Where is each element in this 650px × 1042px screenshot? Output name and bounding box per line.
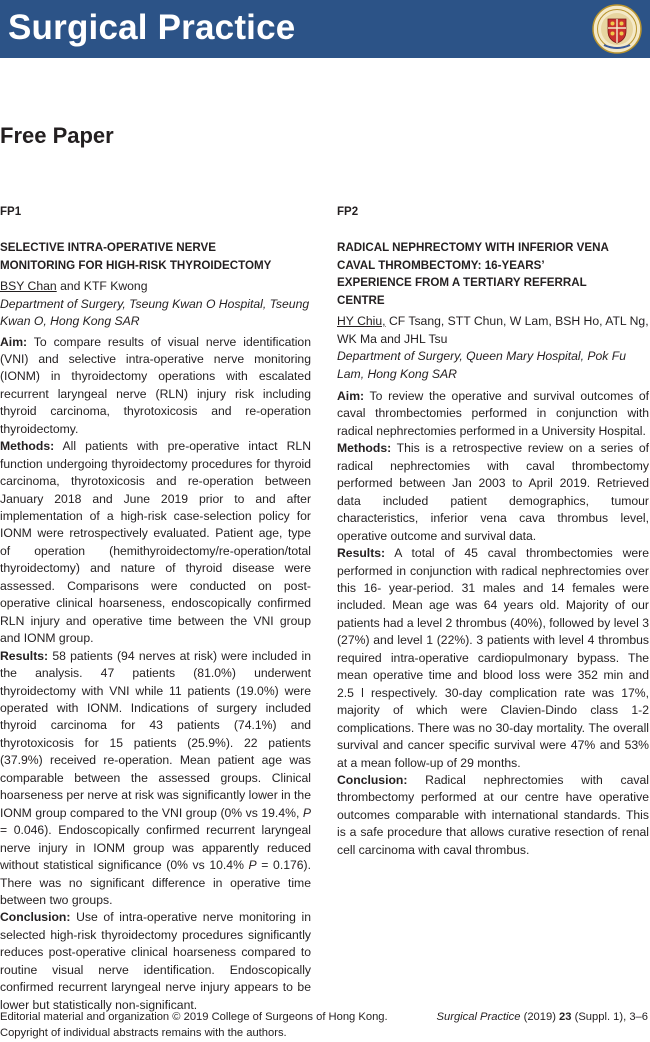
author-list (0, 278, 311, 296)
presenting-author: HY Chiu, (337, 314, 386, 328)
conclusion-paragraph: Conclusion: Radical nephrectomies with caval thrombectomy performed at our centre have operative outcomes comparable with international standards. This is a safe procedure that allows curative resection of renal cell carcinoma with caval thrombus. (337, 772, 649, 857)
abstract-fp1 (0, 205, 311, 1014)
section-title: Free Paper (0, 123, 114, 148)
copyright-line: Editorial material and organization © 2019 College of Surgeons of Hong Kong. (0, 1011, 388, 1023)
co-authors: CF Tsang, STT Chun, W Lam, BSH Ho, ATL Ng, WK Ma and JHL Tsu (337, 314, 649, 346)
college-seal-icon (592, 4, 642, 54)
methods-paragraph: Methods: All patients with pre-operative intact RLN function undergoing thyroidectomy procedures for thyroid carcinoma, thyrotoxicosis and re-operation between January 2018 and June 2019 prior to and after implementation of a high-risk case-selection policy for IONM were retrospectively evaluated. Patient age, type of operation (hemithyroidectomy/re-operation/total thyroidectomy) and nature of thyroid disease were assessed. Comparisons were conducted on post-operative clinical hoarseness, endoscopically confirmed RLN injury and operative time between the VNI group and IONM group. (0, 439, 311, 646)
page-footer (0, 1009, 650, 1042)
methods-paragraph: Methods: This is a retrospective review on a series of radical nephrectomies with caval thrombectomy performed between Jan 2003 to April 2019. Retrieved data included patient demographics, tumour characteristics, inferior vena cava thrombus level, operative outcome and survival data. (337, 441, 649, 543)
affiliation: Department of Surgery, Queen Mary Hospital, Pok Fu Lam, Hong Kong SAR (337, 349, 627, 381)
results-paragraph: Results: 58 patients (94 nerves at risk) were included in the analysis. 47 patients (81.0%) underwent thyroidectomy with VNI while 11 patients (19.0%) were operated with IONM. Indications of surgery included thyroid carcinoma for 43 patients (74.1%) and thyrotoxicosis for 15 patients (25.9%). 22 patients (37.9%) received re-operation. Mean patient age was comparable between the assessed groups. Clinical hoarseness per nerve at risk was significantly lower in the IONM group compared to the VNI group (0% vs 19.4%, P = 0.046). Endoscopically confirmed recurrent laryngeal nerve injury in IONM group was apparently reduced without statistical significance (0% vs 10.4% P = 0.176). There was no significant difference in operative time between two groups. (0, 648, 311, 907)
co-authors: and KTF Kwong (56, 279, 148, 293)
aim-paragraph: Aim: To review the operative and survival outcomes of caval thrombectomies performed in conjunction with radical nephrectomies performed in a University Hospital. (337, 389, 649, 438)
presenting-author: BSY Chan (0, 279, 57, 293)
copyright-line-2: Copyright of individual abstracts remains with the authors. (0, 1027, 287, 1039)
abstract-title: SELECTIVE INTRA-OPERATIVE NERVE MONITORING FOR HIGH-RISK THYROIDECTOMY (0, 241, 272, 272)
affiliation: Department of Surgery, Tseung Kwan O Hospital, Tseung Kwan O, Hong Kong SAR (0, 296, 310, 328)
conclusion-paragraph: Conclusion: Use of intra-operative nerve monitoring in selected high-risk thyroidectomy procedures significantly reduces post-operative clinical hoarseness compared to routine visual nerve identification. Endoscopically confirmed recurrent laryngeal nerve injury appears to be lower but statistically non-significant. (0, 910, 311, 1012)
author-list (337, 313, 649, 348)
results-paragraph: Results: A total of 45 caval thrombectomies were performed in conjunction with radical nephrectomies over this 16- year-period. 31 males and 14 females were included. Mean age was 64 years old. Majority of our patients had a level 2 thrombus (40%), followed by level 3 (27%) and level 1 (22%). 3 patients with level 4 thrombus required intra-operative cardiopulmonary bypass. The mean operative time and blood loss were 352 min and 2.5 l respectively. 30-day complication rate was 17%, majority of which were Clavien-Dindo class 1-2 complications. There was no 30-day mortality. The overall survival and cancer specific survival were 47% and 53% at a mean follow-up of 29 months. (337, 546, 649, 770)
abstract-fp2 (337, 205, 649, 859)
journal-title: Surgical Practice (8, 8, 296, 47)
abstract-id: FP1 (0, 206, 22, 218)
journal-banner (0, 0, 650, 58)
aim-paragraph: Aim: To compare results of visual nerve identification (VNI) and selective intra-operative nerve monitoring (IONM) in thyroidectomy operations with escalated recurrent laryngeal nerve (RLN) injury risk including thyroid carcinoma, thyrotoxicosis and re-operation thyroidectomy. (0, 334, 311, 436)
abstract-title: RADICAL NEPHRECTOMY WITH INFERIOR VENA CAVAL THROMBECTOMY: 16-YEARS’ EXPERIENCE FROM A TERTIARY REFERRAL CENTRE (337, 241, 609, 307)
abstract-id: FP2 (337, 206, 359, 218)
citation: Surgical Practice (2019) 23 (Suppl. 1), 3–6 (436, 1011, 648, 1023)
